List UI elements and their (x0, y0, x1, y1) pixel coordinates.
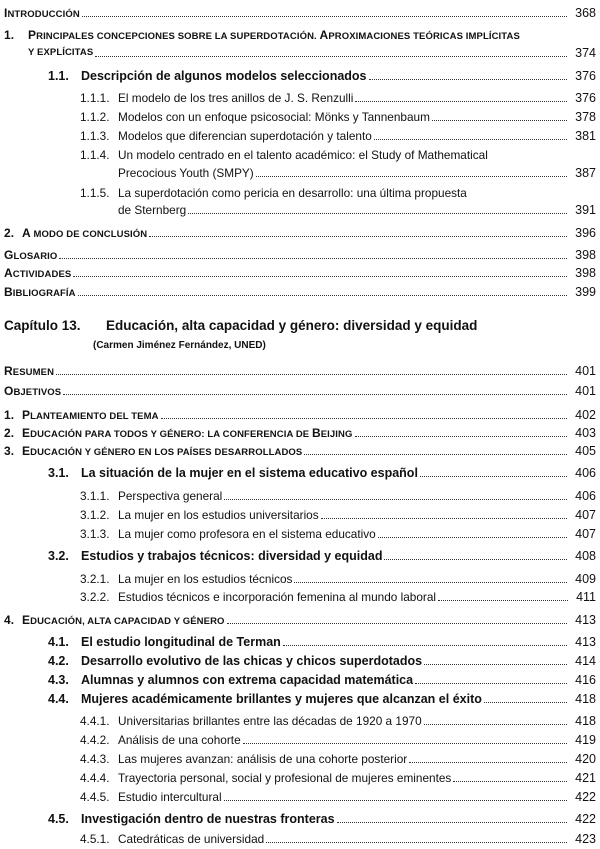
toc-entry-number: 3.2.1. (80, 572, 110, 586)
dot-leader (227, 623, 568, 624)
toc-entry-number: 1.1.5. (80, 186, 110, 200)
dot-leader (424, 724, 568, 725)
toc-entry-title: Un modelo centrado en el talento académico: el Study of Mathematical (118, 148, 488, 162)
toc-entry-title: ACTIVIDADES (4, 266, 72, 280)
toc-entry-page: 418 (575, 714, 596, 728)
toc-entry-title: OBJETIVOS (4, 384, 62, 398)
chapter-title: Educación, alta capacidad y género: diversidad y equidad (106, 318, 478, 333)
toc-entry-number: 3. (4, 444, 15, 458)
toc-entry (0, 711, 600, 731)
toc-entry-page: 407 (575, 508, 596, 522)
toc-entry-title: El estudio longitudinal de Terman (81, 635, 281, 649)
dot-leader (415, 683, 567, 684)
toc-entry (0, 787, 600, 807)
toc-entry (0, 88, 600, 108)
toc-entry-title: La mujer como profesora en el sistema educativo (118, 527, 376, 541)
toc-entry-number: 4.4.4. (80, 771, 110, 785)
toc-entry-title: EDUCACIÓN Y GÉNERO EN LOS PAÍSES DESARROLLADOS (22, 444, 303, 458)
dot-leader (453, 781, 567, 782)
toc-entry-title: La superdotación como pericia en desarrollo: una última propuesta (118, 186, 467, 200)
toc-entry-title: Y EXPLÍCITAS (28, 47, 94, 58)
dot-leader (78, 295, 568, 296)
dot-leader (420, 476, 567, 477)
toc-entry-number: 3.1.2. (80, 508, 110, 522)
toc-entry-number: 4.4.1. (80, 714, 110, 728)
toc-entry (0, 587, 600, 607)
toc-entry-number: 4.2. (48, 654, 69, 668)
toc-entry (0, 768, 600, 788)
dot-leader (224, 499, 567, 500)
toc-entry (0, 223, 600, 243)
toc-entry-title: El modelo de los tres anillos de J. S. Renzulli (118, 91, 354, 105)
chapter-label: Capítulo 13. (4, 318, 81, 333)
toc-entry (0, 66, 600, 86)
dot-leader (337, 822, 568, 823)
toc-entry-page: 391 (575, 203, 596, 217)
dot-leader (283, 645, 567, 646)
toc-entry (0, 3, 600, 23)
toc-entry-title: Catedráticas de universidad (118, 832, 265, 846)
toc-entry (0, 524, 600, 544)
toc-entry-page: 414 (575, 654, 596, 668)
toc-entry-page: 403 (575, 426, 596, 440)
toc-entry (0, 263, 600, 283)
toc-entry-title: Mujeres académicamente brillantes y mujeres que alcanzan el éxito (81, 692, 482, 706)
toc-entry-title: Estudios y trabajos técnicos: diversidad y equidad (81, 549, 383, 563)
toc-entry-page: 407 (575, 527, 596, 541)
toc-entry-title: Estudio intercultural (118, 790, 222, 804)
toc-entry (0, 43, 600, 63)
toc-entry (0, 282, 600, 302)
toc-entry-title: PLANTEAMIENTO DEL TEMA (22, 408, 159, 422)
dot-leader (161, 418, 568, 419)
toc-entry-title: de Sternberg (118, 203, 187, 217)
toc-entry-title: Precocious Youth (SMPY) (118, 166, 254, 180)
toc-entry-title: EDUCACIÓN, ALTA CAPACIDAD Y GÉNERO (22, 613, 225, 627)
toc-entry-page: 416 (575, 673, 596, 687)
toc-entry (0, 546, 600, 566)
toc-entry-page: 422 (575, 790, 596, 804)
toc-entry (0, 569, 600, 589)
toc-entry (0, 651, 600, 671)
toc-entry-page: 374 (575, 46, 596, 60)
chapter-heading (4, 318, 477, 333)
toc-entry-page: 381 (575, 129, 596, 143)
toc-entry-page: 401 (575, 384, 596, 398)
toc-entry (0, 441, 600, 461)
toc-entry-page: 378 (575, 110, 596, 124)
toc-entry-title: La mujer en los estudios universitarios (118, 508, 319, 522)
toc-entry-number: 1.1.1. (80, 91, 110, 105)
toc-entry-title: Descripción de algunos modelos seleccionados (81, 69, 367, 83)
dot-leader (294, 582, 567, 583)
toc-entry-page: 406 (575, 466, 596, 480)
toc-entry (0, 423, 600, 443)
toc-entry-page: 387 (575, 166, 596, 180)
chapter-author: (Carmen Jiménez Fernández, UNED) (93, 340, 266, 351)
toc-entry-page: 413 (575, 635, 596, 649)
toc-entry-number: 4.1. (48, 635, 69, 649)
dot-leader (321, 518, 567, 519)
toc-entry-page: 419 (575, 733, 596, 747)
toc-entry-page: 421 (575, 771, 596, 785)
toc-entry-page: 420 (575, 752, 596, 766)
toc-entry-title: La situación de la mujer en el sistema educativo español (81, 466, 418, 480)
dot-leader (369, 79, 568, 80)
toc-entry-title: BIBLIOGRAFÍA (4, 285, 76, 299)
toc-entry (0, 163, 600, 183)
toc-entry-title: Las mujeres avanzan: análisis de una cohorte posterior (118, 752, 408, 766)
toc-entry-number: 4.5. (48, 812, 69, 826)
toc-entry-page: 423 (575, 832, 596, 846)
toc-entry-page: 405 (575, 444, 596, 458)
toc-entry-page: 402 (575, 408, 596, 422)
dot-leader (355, 436, 568, 437)
toc-entry-page: 398 (575, 266, 596, 280)
toc-entry-title: Perspectiva general (118, 489, 223, 503)
toc-entry-title: La mujer en los estudios técnicos (118, 572, 293, 586)
dot-leader (149, 236, 567, 237)
dot-leader (256, 176, 567, 177)
toc-entry-number: 3.1. (48, 466, 69, 480)
toc-entry-page: 411 (576, 590, 596, 604)
toc-entry (0, 245, 600, 265)
toc-entry-page: 376 (575, 69, 596, 83)
toc-entry (0, 107, 600, 127)
toc-entry (0, 730, 600, 750)
dot-leader (409, 762, 567, 763)
toc-entry-page: 396 (575, 226, 596, 240)
toc-entry-title: Universitarias brillantes entre las décadas de 1920 a 1970 (118, 714, 422, 728)
toc-entry (0, 689, 600, 709)
toc-entry-page: 408 (575, 549, 596, 563)
toc-entry (0, 25, 600, 45)
toc-entry-page: 422 (575, 812, 596, 826)
toc-entry-number: 3.2.2. (80, 590, 110, 604)
toc-entry (0, 749, 600, 769)
toc-entry-title: A MODO DE CONCLUSIÓN (22, 226, 148, 240)
toc-entry (0, 200, 600, 220)
toc-entry-number: 2. (4, 226, 15, 240)
toc-entry-number: 1.1.4. (80, 148, 110, 162)
toc-entry-title: Modelos con un enfoque psicosocial: Mönks y Tannenbaum (118, 110, 430, 124)
dot-leader (438, 600, 568, 601)
toc-entry-title: RESUMEN (4, 364, 55, 378)
dot-leader (95, 56, 567, 57)
dot-leader (424, 664, 567, 665)
toc-entry-page: 406 (575, 489, 596, 503)
toc-entry-title: Trayectoria personal, social y profesional de mujeres eminentes (118, 771, 452, 785)
toc-entry (0, 145, 600, 165)
toc-entry (0, 809, 600, 829)
toc-entry-number: 3.1.1. (80, 489, 110, 503)
toc-entry (0, 829, 600, 849)
toc-entry-title: Estudios técnicos e incorporación femenina al mundo laboral (118, 590, 437, 604)
toc-entry-title: PRINCIPALES CONCEPCIONES SOBRE LA SUPERDOTACIÓN. APROXIMACIONES TEÓRICAS IMPLÍCITAS (28, 28, 520, 42)
toc-entry-page: 399 (575, 285, 596, 299)
toc-entry-number: 2. (4, 426, 15, 440)
dot-leader (432, 120, 567, 121)
toc-entry-number: 1.1. (48, 69, 69, 83)
toc-entry (0, 610, 600, 630)
dot-leader (374, 139, 567, 140)
toc-entry-number: 4.4.3. (80, 752, 110, 766)
dot-leader (484, 702, 567, 703)
toc-entry-title: INTRODUCCIÓN (4, 6, 80, 20)
toc-entry-title: Análisis de una cohorte (118, 733, 241, 747)
dot-leader (304, 454, 567, 455)
toc-entry (0, 486, 600, 506)
dot-leader (188, 213, 567, 214)
toc-entry-title: EDUCACIÓN PARA TODOS Y GÉNERO: LA CONFERENCIA DE BEIJING (22, 426, 353, 440)
toc-entry-page: 376 (575, 91, 596, 105)
toc-entry-title: Desarrollo evolutivo de las chicas y chicos superdotados (81, 654, 423, 668)
dot-leader (73, 276, 567, 277)
dot-leader (59, 258, 567, 259)
toc-entry-number: 4.4.2. (80, 733, 110, 747)
toc-entry-number: 4.3. (48, 673, 69, 687)
dot-leader (56, 374, 567, 375)
toc-entry (0, 670, 600, 690)
toc-entry (0, 463, 600, 483)
toc-entry-page: 418 (575, 692, 596, 706)
toc-entry-number: 1. (4, 28, 15, 42)
toc-entry-title: Investigación dentro de nuestras fronteras (81, 812, 335, 826)
dot-leader (266, 842, 567, 843)
toc-entry-title: GLOSARIO (4, 248, 58, 262)
toc-entry-page: 413 (575, 613, 596, 627)
dot-leader (355, 101, 567, 102)
toc-entry-page: 368 (575, 6, 596, 20)
toc-entry (0, 632, 600, 652)
dot-leader (378, 537, 567, 538)
dot-leader (384, 559, 567, 560)
toc-entry-page: 409 (575, 572, 596, 586)
dot-leader (82, 16, 567, 17)
toc-entry-number: 4.5.1. (80, 832, 110, 846)
toc-entry (0, 361, 600, 381)
dot-leader (243, 743, 568, 744)
toc-entry-number: 4. (4, 613, 15, 627)
toc-entry-number: 1.1.2. (80, 110, 110, 124)
toc-entry-number: 4.4. (48, 692, 69, 706)
toc-entry-number: 3.1.3. (80, 527, 110, 541)
toc-entry (0, 405, 600, 425)
toc-entry-title: Alumnas y alumnos con extrema capacidad matemática (81, 673, 414, 687)
toc-entry-title: Modelos que diferencian superdotación y talento (118, 129, 372, 143)
dot-leader (63, 394, 567, 395)
toc-entry-page: 401 (575, 364, 596, 378)
toc-entry-number: 1. (4, 408, 15, 422)
toc-entry (0, 505, 600, 525)
toc-entry-number: 3.2. (48, 549, 69, 563)
toc-entry (0, 126, 600, 146)
toc-entry-number: 4.4.5. (80, 790, 110, 804)
toc-entry-page: 398 (575, 248, 596, 262)
dot-leader (224, 800, 568, 801)
toc-entry-number: 1.1.3. (80, 129, 110, 143)
toc-entry (0, 381, 600, 401)
